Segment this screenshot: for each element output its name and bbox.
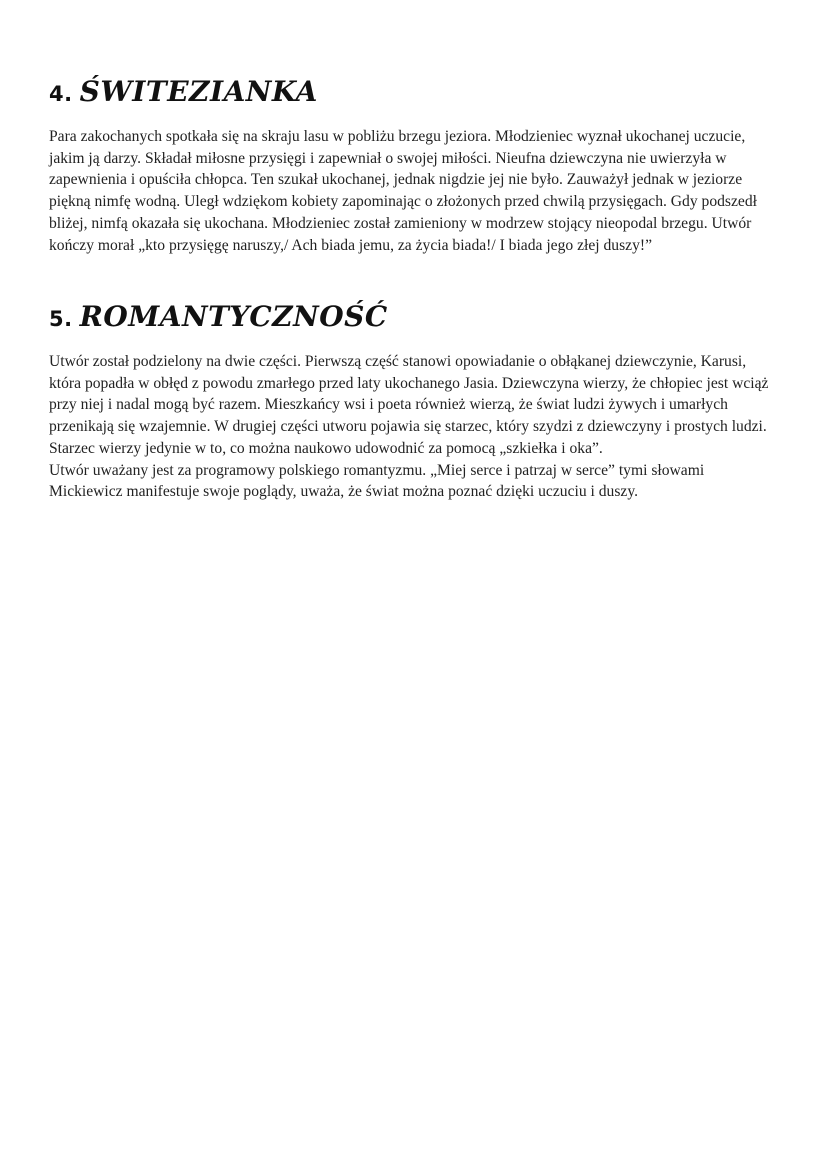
section-switezianka (49, 70, 779, 256)
section-paragraph: Utwór uważany jest za programowy polskiego romantyzmu. „Miej serce i patrzaj w serce” tymi słowami Mickiewicz manifestuje swoje poglądy, uważa, że świat można poznać dzięki uczuciu i duszy. (49, 461, 705, 501)
section-title: ŚWITEZIANKA (79, 75, 318, 108)
section-number: 5. (49, 307, 73, 331)
section-title: ROMANTYCZNOŚĆ (79, 300, 388, 333)
section-number: 4. (49, 82, 73, 106)
section-paragraph: Para zakochanych spotkała się na skraju lasu w pobliżu brzegu jeziora. Młodzieniec wyznał ukochanej uczucie, jakim ją darzy. Składał miłosne przysięgi i zapewniał o swojej miłości. Nieufna dziewczyna nie uwierzyła w zapewnienia i opuściła chłopca. Ten szukał ukochanej, jednak nigdzie jej nie było. Zauważył jednak w jeziorze piękną nimfę wodną. Uległ wdziękom kobiety zapominając o złożonych przed chwilą przysięgach. Gdy podszedł bliżej, nimfą okazała się ukochana. Młodzieniec został zamieniony w modrzew stojący nieopodal brzegu. Utwór kończy morał „kto przysięgę naruszy,/ Ach biada jemu, za życia biada!/ I biada jego złej duszy!” (49, 128, 757, 254)
section-paragraph: Utwór został podzielony na dwie części. Pierwszą część stanowi opowiadanie o obłąkanej dziewczynie, Karusi, która popadła w obłęd z powodu zmarłego przed laty ukochanego Jasia. Dziewczyna wierzy, że chłopiec jest wciąż przy niej i nadal mogą być razem. Mieszkańcy wsi i poeta również wierzą, że świat ludzi żywych i umarłych przenikają się wzajemnie. W drugiej części utworu pojawia się starzec, który szydzi z dziewczyny i prostych ludzi. Starzec wierzy jedynie w to, co można naukowo udowodnić za pomocą „szkiełka i oka”. (49, 353, 769, 457)
section-heading (49, 295, 779, 341)
section-heading (49, 70, 779, 116)
section-romantycznosc (49, 295, 779, 503)
